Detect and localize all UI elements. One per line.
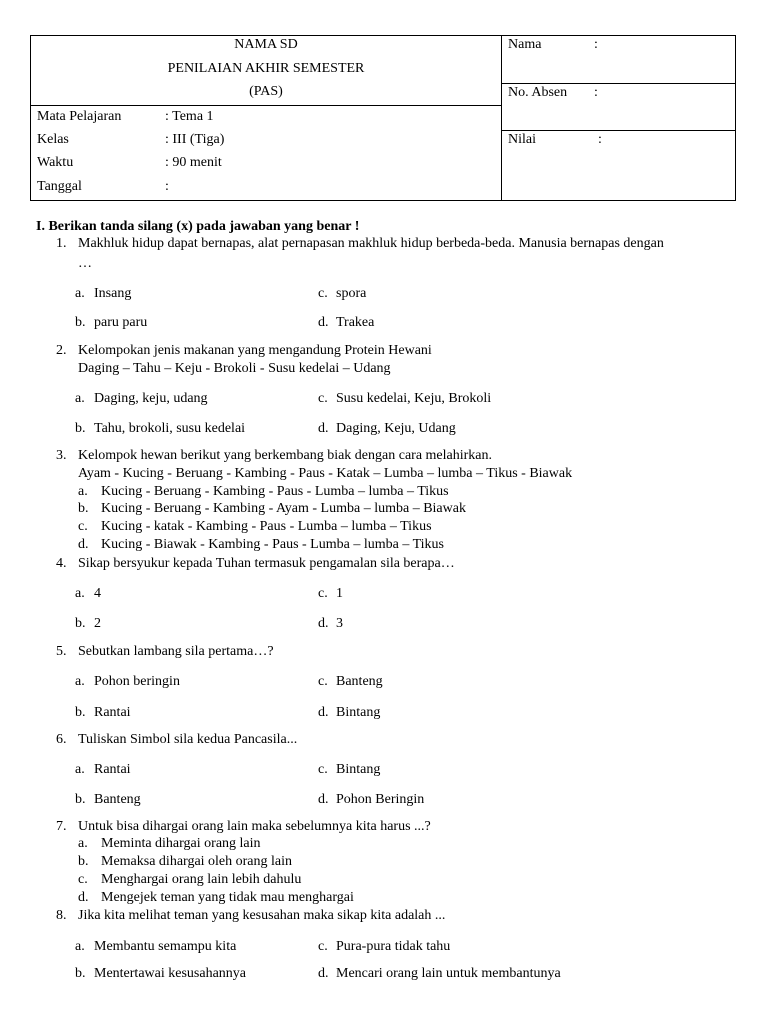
section-title: I. Berikan tanda silang (x) pada jawaban yang benar ! (36, 219, 360, 234)
student-name-label: Nama (508, 37, 542, 52)
question-text: Makhluk hidup dapat bernapas, alat pernapasan makhluk hidup berbeda-beda. Manusia bernapas dengan (78, 236, 664, 251)
option-text[interactable]: Mentertawai kesusahannya (94, 966, 246, 981)
option-text[interactable]: Bintang (336, 762, 381, 777)
option-key[interactable]: a. (75, 762, 85, 777)
option-key[interactable]: c. (78, 872, 88, 887)
class-label: Kelas (37, 132, 69, 147)
option-key[interactable]: a. (78, 836, 88, 851)
option-key[interactable]: d. (78, 537, 89, 552)
student-field-separator (501, 83, 735, 84)
question-number: 3. (56, 448, 67, 463)
option-text[interactable]: Kucing - Biawak - Kambing - Paus - Lumba – lumba – Tikus (101, 537, 444, 552)
question-text-continued: Daging – Tahu – Keju - Brokoli - Susu kedelai – Udang (78, 361, 391, 376)
absence-number-colon: : (594, 85, 598, 100)
question-number: 1. (56, 236, 67, 251)
option-key[interactable]: b. (75, 315, 86, 330)
option-key[interactable]: b. (75, 421, 86, 436)
option-text[interactable]: Tahu, brokoli, susu kedelai (94, 421, 246, 436)
option-text[interactable]: Pohon beringin (94, 674, 180, 689)
date-label: Tanggal (37, 179, 82, 194)
question-text: Kelompok hewan berikut yang berkembang biak dengan cara melahirkan. (78, 448, 493, 463)
question-number: 7. (56, 819, 67, 834)
question-text: Untuk bisa dihargai orang lain maka sebelumnya kita harus ...? (78, 819, 431, 834)
time-label: Waktu (37, 155, 74, 170)
question-text: Kelompokan jenis makanan yang mengandung Protein Hewani (78, 343, 432, 358)
option-text[interactable]: Meminta dihargai orang lain (101, 836, 261, 851)
option-text[interactable]: Rantai (94, 705, 131, 720)
header-divider (501, 36, 502, 200)
option-key[interactable]: a. (75, 674, 85, 689)
exam-title: PENILAIAN AKHIR SEMESTER (167, 61, 365, 76)
option-key[interactable]: d. (318, 966, 329, 981)
option-key[interactable]: c. (318, 286, 328, 301)
option-key[interactable]: b. (75, 705, 86, 720)
question-text: Sebutkan lambang sila pertama…? (78, 644, 274, 659)
question-text-continued: … (78, 256, 92, 271)
option-key[interactable]: b. (78, 501, 89, 516)
header-separator (31, 105, 501, 106)
option-text[interactable]: Rantai (94, 762, 131, 777)
option-key[interactable]: c. (318, 674, 328, 689)
option-text[interactable]: 1 (336, 586, 343, 601)
option-text[interactable]: Pohon Beringin (336, 792, 425, 807)
subject-value: : Tema 1 (165, 109, 214, 124)
option-key[interactable]: d. (318, 421, 329, 436)
option-text[interactable]: Banteng (94, 792, 141, 807)
option-key[interactable]: b. (75, 792, 86, 807)
option-key[interactable]: a. (75, 939, 85, 954)
option-text[interactable]: Bintang (336, 705, 381, 720)
option-key[interactable]: b. (78, 854, 89, 869)
option-key[interactable]: c. (318, 391, 328, 406)
option-text[interactable]: spora (336, 286, 367, 301)
option-text[interactable]: Membantu semampu kita (94, 939, 237, 954)
option-text[interactable]: Kucing - Beruang - Kambing - Ayam - Lumba – lumba – Biawak (101, 501, 466, 516)
exam-abbr: (PAS) (249, 84, 283, 99)
option-key[interactable]: d. (318, 315, 329, 330)
question-number: 2. (56, 343, 67, 358)
score-colon: : (598, 132, 602, 147)
option-key[interactable]: c. (318, 762, 328, 777)
question-number: 4. (56, 556, 67, 571)
option-text[interactable]: Kucing - Beruang - Kambing - Paus - Lumba – lumba – Tikus (101, 484, 449, 499)
question-text: Sikap bersyukur kepada Tuhan termasuk pengamalan sila berapa… (78, 556, 455, 571)
option-key[interactable]: d. (318, 705, 329, 720)
question-number: 5. (56, 644, 67, 659)
student-name-colon: : (594, 37, 598, 52)
option-key[interactable]: d. (318, 792, 329, 807)
option-key[interactable]: a. (75, 286, 85, 301)
option-key[interactable]: c. (318, 586, 328, 601)
option-text[interactable]: paru paru (94, 315, 148, 330)
option-text[interactable]: Susu kedelai, Keju, Brokoli (336, 391, 492, 406)
exam-header-table (30, 35, 736, 201)
subject-label: Mata Pelajaran (37, 109, 122, 124)
date-value: : (165, 179, 169, 194)
school-name: NAMA SD (234, 37, 298, 52)
student-field-separator (501, 130, 735, 131)
option-text[interactable]: Daging, keju, udang (94, 391, 208, 406)
option-text[interactable]: Mencari orang lain untuk membantunya (336, 966, 561, 981)
option-key[interactable]: c. (78, 519, 88, 534)
question-number: 6. (56, 732, 67, 747)
option-key[interactable]: a. (75, 391, 85, 406)
option-text[interactable]: 2 (94, 616, 101, 631)
option-text[interactable]: Pura-pura tidak tahu (336, 939, 451, 954)
option-text[interactable]: 4 (94, 586, 101, 601)
option-key[interactable]: d. (318, 616, 329, 631)
score-label: Nilai (508, 132, 536, 147)
option-text[interactable]: Mengejek teman yang tidak mau menghargai (101, 890, 354, 905)
option-key[interactable]: d. (78, 890, 89, 905)
question-text-continued: Ayam - Kucing - Beruang - Kambing - Paus - Katak – Lumba – lumba – Tikus - Biawak (78, 466, 573, 481)
option-text[interactable]: Menghargai orang lain lebih dahulu (101, 872, 302, 887)
question-text: Jika kita melihat teman yang kesusahan maka sikap kita adalah ... (78, 908, 446, 923)
time-value: : 90 menit (165, 155, 222, 170)
option-text[interactable]: Memaksa dihargai oleh orang lain (101, 854, 293, 869)
option-text[interactable]: Banteng (336, 674, 383, 689)
option-key[interactable]: b. (75, 966, 86, 981)
class-value: : III (Tiga) (165, 132, 225, 147)
question-text: Tuliskan Simbol sila kedua Pancasila... (78, 732, 298, 747)
option-key[interactable]: a. (75, 586, 85, 601)
option-key[interactable]: c. (318, 939, 328, 954)
absence-number-label: No. Absen (508, 85, 568, 100)
option-text[interactable]: Kucing - katak - Kambing - Paus - Lumba – lumba – Tikus (101, 519, 432, 534)
option-key[interactable]: a. (78, 484, 88, 499)
option-text[interactable]: Trakea (336, 315, 375, 330)
option-text[interactable]: Insang (94, 286, 132, 301)
option-key[interactable]: b. (75, 616, 86, 631)
question-number: 8. (56, 908, 67, 923)
option-text[interactable]: 3 (336, 616, 343, 631)
option-text[interactable]: Daging, Keju, Udang (336, 421, 456, 436)
